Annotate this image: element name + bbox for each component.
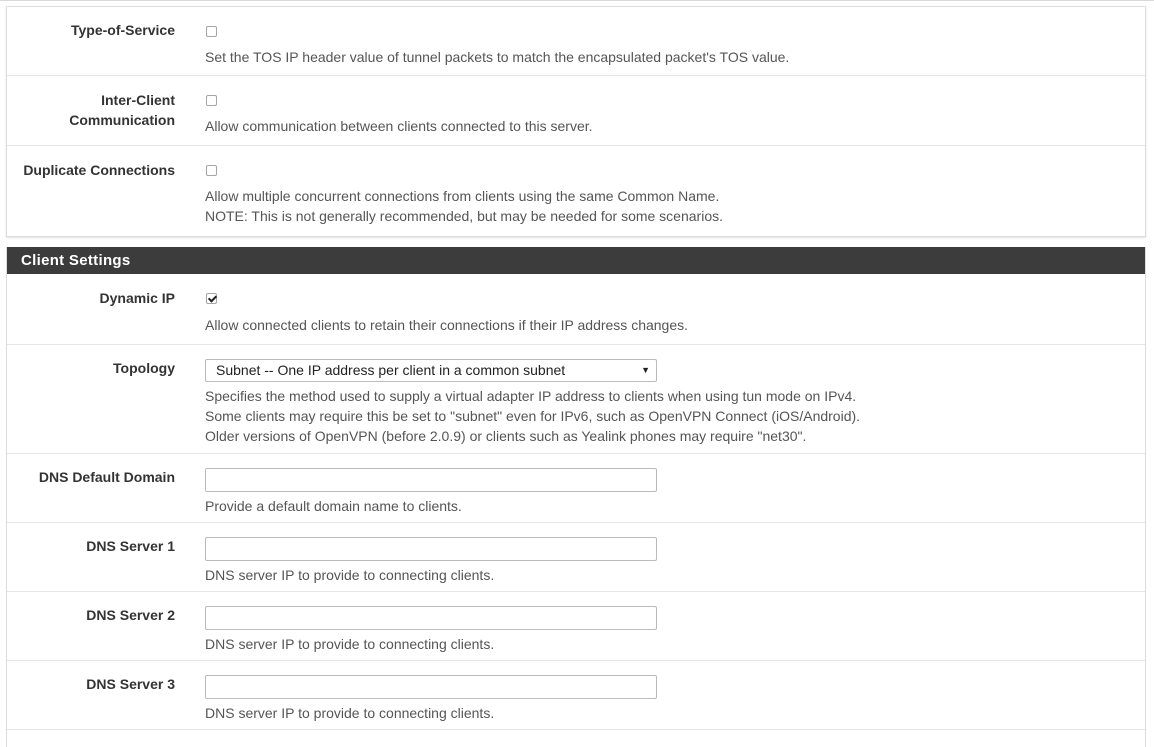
- advanced-options-panel: [6, 6, 1146, 237]
- dns-default-domain-input[interactable]: [205, 468, 657, 492]
- dns-server-3-help: DNS server IP to provide to connecting clients.: [205, 705, 495, 721]
- help-line: Specifies the method used to supply a virtual adapter IP address to clients when using tun mode on IPv4.: [205, 388, 857, 404]
- type-of-service-label: Type-of-Service: [71, 22, 175, 38]
- dns-server-1-label: DNS Server 1: [86, 538, 175, 554]
- dropdown-arrow-icon: ▼: [641, 365, 650, 375]
- row-inter-client-communication: [7, 76, 1145, 146]
- duplicate-connections-help: [205, 186, 723, 226]
- label-line: Inter-Client: [101, 92, 175, 108]
- inter-client-communication-help: [205, 116, 593, 136]
- dynamic-ip-help: Allow connected clients to retain their connections if their IP address changes.: [205, 317, 689, 333]
- duplicate-connections-label: Duplicate Connections: [23, 162, 175, 178]
- dns-server-2-input[interactable]: [205, 606, 657, 630]
- inter-client-communication-checkbox[interactable]: [206, 95, 217, 106]
- topology-label: Topology: [113, 360, 175, 376]
- dynamic-ip-label: Dynamic IP: [99, 290, 175, 306]
- duplicate-connections-checkbox[interactable]: [206, 165, 217, 176]
- row-dns-server-2: [7, 592, 1145, 661]
- dns-server-2-label: DNS Server 2: [86, 607, 175, 623]
- type-of-service-checkbox[interactable]: [206, 26, 217, 37]
- label-line: Communication: [69, 112, 175, 128]
- row-type-of-service: [7, 7, 1145, 76]
- help-line: Older versions of OpenVPN (before 2.0.9) or clients such as Yealink phones may require "net30".: [205, 428, 807, 444]
- help-line: Some clients may require this be set to "subnet" even for IPv6, such as OpenVPN Connect (iOS/Android).: [205, 408, 861, 424]
- topology-selected-value: Subnet -- One IP address per client in a common subnet: [216, 362, 566, 378]
- client-settings-heading: Client Settings: [7, 247, 1145, 274]
- help-line: NOTE: This is not generally recommended, but may be needed for some scenarios.: [205, 208, 723, 224]
- topology-select[interactable]: [205, 359, 657, 382]
- help-line: Set the TOS IP header value of tunnel packets to match the encapsulated packet's TOS value.: [205, 49, 790, 65]
- dns-server-2-help: DNS server IP to provide to connecting clients.: [205, 636, 495, 652]
- dns-server-3-input[interactable]: [205, 675, 657, 699]
- inter-client-communication-label: [5, 90, 175, 130]
- dynamic-ip-checkbox[interactable]: [206, 293, 217, 304]
- client-settings-panel: [6, 247, 1146, 747]
- row-topology: [7, 345, 1145, 454]
- help-line: Allow multiple concurrent connections from clients using the same Common Name.: [205, 188, 720, 204]
- dns-default-domain-label: DNS Default Domain: [38, 469, 175, 485]
- row-dns-server-1: [7, 523, 1145, 592]
- top-divider: [0, 0, 1154, 1]
- row-dynamic-ip: [7, 274, 1145, 345]
- type-of-service-help: [205, 47, 789, 67]
- row-duplicate-connections: [7, 146, 1145, 236]
- dns-default-domain-help: Provide a default domain name to clients.: [205, 498, 462, 514]
- dns-server-3-label: DNS Server 3: [86, 676, 175, 692]
- topology-help: [205, 386, 860, 446]
- row-dns-default-domain: [7, 454, 1145, 523]
- row-dns-server-3: [7, 661, 1145, 730]
- help-line: Allow communication between clients connected to this server.: [205, 118, 593, 134]
- dns-server-1-input[interactable]: [205, 537, 657, 561]
- dns-server-1-help: DNS server IP to provide to connecting clients.: [205, 567, 495, 583]
